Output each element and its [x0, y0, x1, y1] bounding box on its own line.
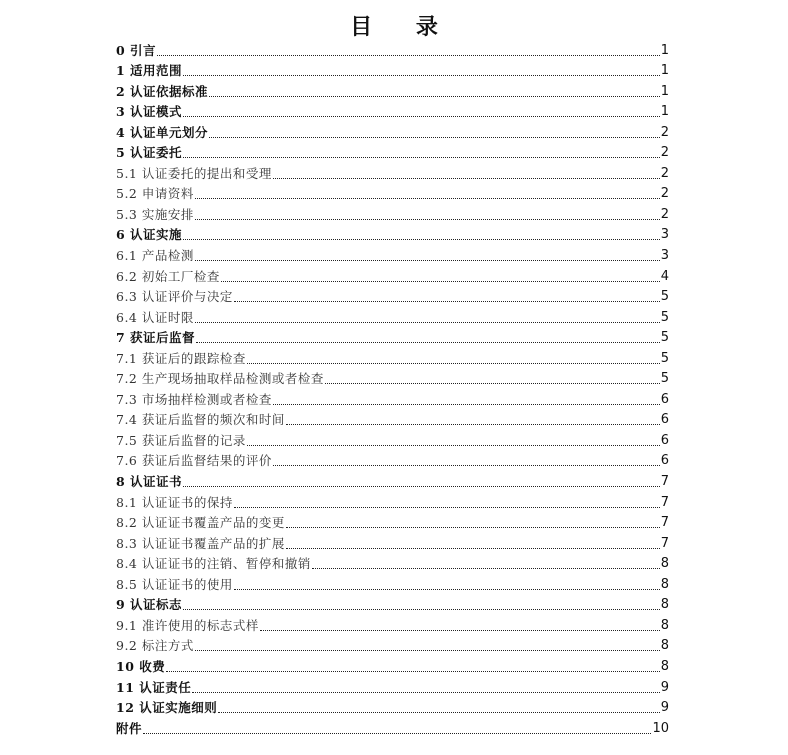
toc-entry-page-number: 2: [660, 145, 669, 161]
toc-entry-page-number: 7: [660, 515, 669, 531]
dot-leader: [234, 507, 660, 508]
dot-leader: [196, 342, 660, 343]
toc-entry-page-number: 1: [660, 63, 669, 79]
dot-leader: [183, 75, 660, 76]
toc-entry-label: 8.2 认证证书覆盖产品的变更: [116, 515, 285, 531]
toc-entry[interactable]: [116, 656, 669, 677]
toc-entry-page-number: 5: [660, 330, 669, 346]
toc-entry[interactable]: [116, 369, 669, 390]
dot-leader: [247, 363, 660, 364]
toc-entry-label: 5.3 实施安排: [116, 206, 194, 222]
toc-entry[interactable]: [116, 81, 669, 102]
toc-entry-label: 12 认证实施细则: [116, 700, 218, 716]
dot-leader: [183, 116, 660, 117]
dot-leader: [183, 157, 660, 158]
dot-leader: [166, 671, 659, 672]
toc-entry-page-number: 2: [660, 165, 669, 181]
dot-leader: [221, 281, 660, 282]
dot-leader: [209, 137, 660, 138]
dot-leader: [286, 424, 660, 425]
dot-leader: [273, 404, 660, 405]
toc-entry-page-number: 5: [660, 309, 669, 325]
toc-entry[interactable]: [116, 287, 669, 308]
toc-entry-label: 6.2 初始工厂检查: [116, 268, 220, 284]
toc-entry[interactable]: [116, 184, 669, 205]
toc-entry[interactable]: [116, 307, 669, 328]
toc-entry-label: 2 认证依据标准: [116, 83, 209, 99]
toc-entry-label: 7.6 获证后监督结果的评价: [116, 453, 272, 469]
toc-entry-label: 8.1 认证证书的保持: [116, 494, 233, 510]
toc-entry[interactable]: [116, 410, 669, 431]
toc-entry-page-number: 8: [660, 556, 669, 572]
toc-entry-label: 8.3 认证证书覆盖产品的扩展: [116, 535, 285, 551]
dot-leader: [195, 650, 660, 651]
toc-entry-label: 7.3 市场抽样检测或者检查: [116, 391, 272, 407]
toc-entry-page-number: 2: [660, 124, 669, 140]
toc-entry-page-number: 5: [660, 350, 669, 366]
toc-entry-label: 5.1 认证委托的提出和受理: [116, 165, 272, 181]
toc-entry[interactable]: [116, 266, 669, 287]
toc-entry-label: 7.4 获证后监督的频次和时间: [116, 412, 285, 428]
dot-leader: [183, 239, 660, 240]
toc-entry[interactable]: [116, 143, 669, 164]
toc-entry-page-number: 8: [660, 638, 669, 654]
toc-entry-label: 9 认证标志: [116, 597, 183, 613]
toc-entry-page-number: 3: [660, 248, 669, 264]
toc-entry-page-number: 2: [660, 206, 669, 222]
dot-leader: [312, 568, 660, 569]
toc-entry-page-number: 1: [660, 42, 669, 58]
toc-entry-label: 6 认证实施: [116, 227, 183, 243]
toc-entry-label: 10 收费: [116, 658, 166, 674]
toc-entry-page-number: 8: [660, 597, 669, 613]
toc-entry-label: 7.2 生产现场抽取样品检测或者检查: [116, 371, 324, 387]
toc-entry-page-number: 10: [652, 720, 669, 736]
toc-entry[interactable]: [116, 348, 669, 369]
toc-entry[interactable]: [116, 122, 669, 143]
toc-entry[interactable]: [116, 615, 669, 636]
toc-entry-page-number: 6: [660, 453, 669, 469]
toc-entry-page-number: 7: [660, 474, 669, 490]
toc-entry[interactable]: [116, 595, 669, 616]
toc-entry-label: 8.4 认证证书的注销、暂停和撤销: [116, 556, 311, 572]
toc-entry[interactable]: [116, 451, 669, 472]
dot-leader: [273, 465, 660, 466]
dot-leader: [260, 630, 660, 631]
toc-entry-label: 11 认证责任: [116, 679, 192, 695]
toc-entry-page-number: 7: [660, 494, 669, 510]
toc-entry[interactable]: [116, 204, 669, 225]
toc-entry[interactable]: [116, 328, 669, 349]
toc-entry[interactable]: [116, 245, 669, 266]
dot-leader: [195, 322, 660, 323]
toc-entry[interactable]: [116, 471, 669, 492]
toc-entry-label: 9.2 标注方式: [116, 638, 194, 654]
toc-entry-label: 6.3 认证评价与决定: [116, 289, 233, 305]
dot-leader: [195, 260, 660, 261]
toc-entry[interactable]: [116, 698, 669, 719]
toc-entry[interactable]: [116, 677, 669, 698]
toc-entry-label: 5.2 申请资料: [116, 186, 194, 202]
dot-leader: [183, 486, 660, 487]
toc-entry-label: 3 认证模式: [116, 104, 183, 120]
toc-entry-page-number: 7: [660, 535, 669, 551]
toc-entry[interactable]: [116, 61, 669, 82]
toc-entry[interactable]: [116, 40, 669, 61]
toc-entry[interactable]: [116, 513, 669, 534]
toc-entry-page-number: 1: [660, 104, 669, 120]
toc-entry-page-number: 4: [660, 268, 669, 284]
toc-entry-page-number: 6: [660, 391, 669, 407]
toc-entry-label: 8.5 认证证书的使用: [116, 576, 233, 592]
dot-leader: [209, 96, 660, 97]
toc-entry-label: 1 适用范围: [116, 63, 183, 79]
dot-leader: [183, 609, 660, 610]
dot-leader: [273, 178, 660, 179]
toc-entry[interactable]: [116, 574, 669, 595]
toc-entry-page-number: 6: [660, 432, 669, 448]
toc-entry[interactable]: [116, 636, 669, 657]
toc-entry-page-number: 1: [660, 83, 669, 99]
toc-entry-label: 6.1 产品检测: [116, 248, 194, 264]
toc-entry[interactable]: [116, 718, 669, 739]
toc-entry-label: 7 获证后监督: [116, 330, 196, 346]
toc-list: [116, 40, 669, 739]
toc-entry-page-number: 9: [660, 679, 669, 695]
toc-entry-page-number: 5: [660, 289, 669, 305]
dot-leader: [325, 383, 660, 384]
toc-entry[interactable]: [116, 492, 669, 513]
toc-entry[interactable]: [116, 102, 669, 123]
toc-entry-label: 8 认证证书: [116, 474, 183, 490]
toc-entry[interactable]: [116, 430, 669, 451]
dot-leader: [218, 712, 659, 713]
dot-leader: [195, 198, 660, 199]
dot-leader: [247, 445, 660, 446]
toc-entry-page-number: 2: [660, 186, 669, 202]
toc-entry-label: 6.4 认证时限: [116, 309, 194, 325]
dot-leader: [234, 301, 660, 302]
toc-entry[interactable]: [116, 389, 669, 410]
toc-entry-page-number: 8: [660, 576, 669, 592]
dot-leader: [157, 55, 660, 56]
toc-entry-page-number: 9: [660, 700, 669, 716]
toc-entry-label: 0 引言: [116, 42, 157, 58]
toc-entry-label: 7.5 获证后监督的记录: [116, 432, 246, 448]
toc-entry-label: 7.1 获证后的跟踪检查: [116, 350, 246, 366]
toc-entry[interactable]: [116, 163, 669, 184]
toc-entry-page-number: 3: [660, 227, 669, 243]
toc-entry-page-number: 8: [660, 658, 669, 674]
toc-entry[interactable]: [116, 554, 669, 575]
dot-leader: [286, 548, 660, 549]
toc-entry-label: 5 认证委托: [116, 145, 183, 161]
dot-leader: [286, 527, 660, 528]
toc-title: 目 录: [350, 14, 456, 40]
dot-leader: [234, 589, 660, 590]
dot-leader: [192, 692, 659, 693]
dot-leader: [195, 219, 660, 220]
toc-entry[interactable]: [116, 225, 669, 246]
toc-entry-label: 4 认证单元划分: [116, 124, 209, 140]
toc-entry-label: 9.1 准许使用的标志式样: [116, 617, 259, 633]
toc-entry-page-number: 6: [660, 412, 669, 428]
dot-leader: [143, 733, 651, 734]
toc-entry-page-number: 8: [660, 617, 669, 633]
toc-entry-label: 附件: [116, 720, 143, 736]
toc-entry[interactable]: [116, 533, 669, 554]
toc-entry-page-number: 5: [660, 371, 669, 387]
